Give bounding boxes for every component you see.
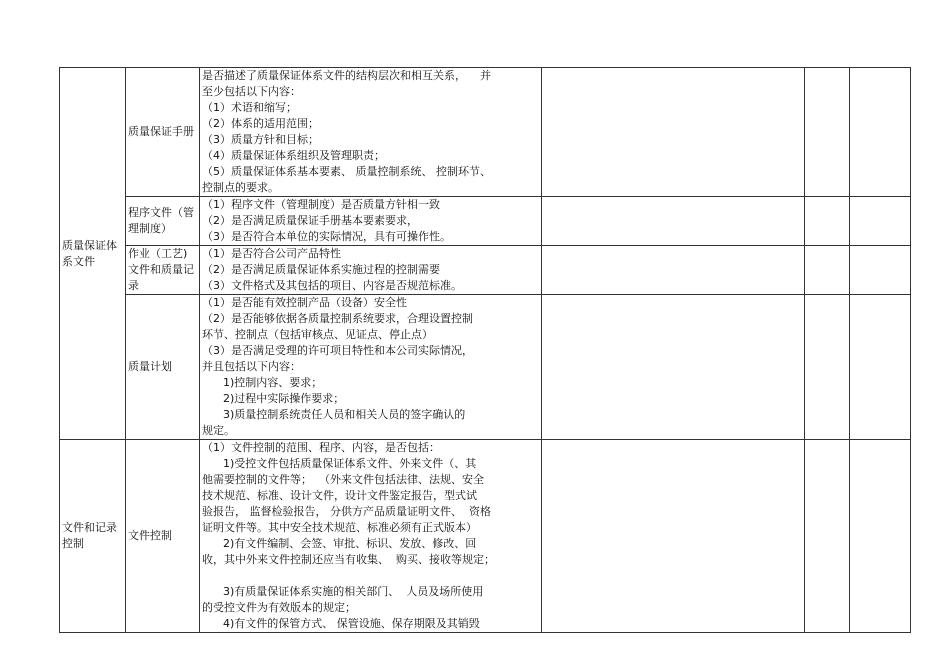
requirement-line: （1）是否符合公司产品特性: [202, 247, 341, 260]
score-cell: [805, 197, 850, 246]
score-cell: [805, 246, 850, 295]
requirement-line: （2）体系的适用范围；: [202, 117, 319, 130]
remark-cell: [850, 295, 911, 440]
requirement-line: 1)受控文件包括质量保证体系文件、外来文件（、其: [202, 457, 477, 470]
requirement-line: 环节、控制点（包括审核点、见证点、停止点）: [202, 328, 433, 341]
requirement-line: （1）文件控制的范围、程序、内容，是否包括：: [202, 441, 440, 454]
table-row: [60, 68, 911, 197]
score-cell: [805, 440, 850, 633]
table-row: [60, 197, 911, 246]
requirement-line: 技术规范、标准、设计文件，设计文件鉴定报告，型式试: [202, 489, 477, 502]
remark-cell: [850, 68, 911, 197]
requirement-line: 是否描述了质量保证体系文件的结构层次和相互关系， 并: [202, 69, 491, 82]
requirement-cell: [200, 197, 542, 246]
review-table: [59, 67, 911, 633]
requirement-line: 3)质量控制系统责任人员和相关人员的签字确认的: [202, 408, 466, 421]
requirement-cell: [200, 68, 542, 197]
result-cell: [542, 197, 805, 246]
requirement-line: 验报告， 监督检验报告， 分供方产品质量证明文件、 资格: [202, 505, 491, 518]
table-row: [60, 295, 911, 440]
requirement-cell: [200, 440, 542, 633]
requirement-line: [202, 568, 539, 584]
requirement-line: （2）是否满足质量保证手册基本要素要求，: [202, 214, 418, 227]
item-cell: 质量保证手册: [126, 68, 200, 197]
remark-cell: [850, 440, 911, 633]
remark-cell: [850, 197, 911, 246]
requirement-line: （4）质量保证体系组织及管理职责；: [202, 149, 385, 162]
table-row: [60, 440, 911, 633]
item-cell: 质量计划: [126, 295, 200, 440]
requirement-line: 3)有质量保证体系实施的相关部门、 人员及场所使用: [202, 585, 484, 598]
requirement-line: 4)有文件的保管方式、 保管设施、保存期限及其销毁: [202, 617, 480, 630]
requirement-line: 至少包括以下内容：: [202, 85, 301, 98]
requirement-line: （3）是否符合本单位的实际情况，具有可操作性。: [202, 230, 451, 243]
table-row: [60, 246, 911, 295]
requirement-line: 控制点的要求。: [202, 181, 279, 194]
requirement-line: 证明文件等。其中安全技术规范、标准必须有正式版本）: [202, 521, 477, 534]
category-cell: 质量保证体系文件: [60, 68, 126, 440]
requirement-line: 的受控文件为有效版本的规定；: [202, 601, 356, 614]
requirement-line: （1）程序文件（管理制度）是否质量方针相一致: [202, 198, 440, 211]
requirement-line: （3）是否满足受理的许可项目特性和本公司实际情况，: [202, 344, 473, 357]
requirement-line: 并且包括以下内容：: [202, 360, 301, 373]
requirement-line: （3）文件格式及其包括的项目、内容是否规范标准。: [202, 279, 462, 292]
requirement-line: 2)过程中实际操作要求；: [202, 392, 345, 405]
requirement-line: （2）是否满足质量保证体系实施过程的控制需要: [202, 263, 440, 276]
requirement-line: 收，其中外来文件控制还应当有收集、 购买、接收等规定；: [202, 553, 495, 566]
requirement-cell: [200, 295, 542, 440]
requirement-line: 他需要控制的文件等； （外来文件包括法律、法规、安全: [202, 473, 484, 486]
review-table-body: [60, 68, 911, 633]
requirement-line: 2)有文件编制、会签、审批、标识、发放、修改、回: [202, 537, 477, 550]
requirement-line: 规定。: [202, 424, 235, 437]
result-cell: [542, 295, 805, 440]
result-cell: [542, 440, 805, 633]
requirement-line: 1)控制内容、要求；: [202, 376, 323, 389]
result-cell: [542, 246, 805, 295]
score-cell: [805, 295, 850, 440]
remark-cell: [850, 246, 911, 295]
requirement-line: （5）质量保证体系基本要素、 质量控制系统、 控制环节、: [202, 165, 491, 178]
requirement-cell: [200, 246, 542, 295]
result-cell: [542, 68, 805, 197]
item-cell: 程序文件（管理制度）: [126, 197, 200, 246]
requirement-line: （1）术语和缩写；: [202, 101, 297, 114]
item-cell: 作业（工艺)文件和质量记录: [126, 246, 200, 295]
category-cell: 文件和记录控制: [60, 440, 126, 633]
requirement-line: （3）质量方针和目标；: [202, 133, 319, 146]
item-cell: 文件控制: [126, 440, 200, 633]
requirement-line: （2）是否能够依据各质量控制系统要求，合理设置控制: [202, 312, 473, 325]
requirement-line: （1）是否能有效控制产品（设备）安全性: [202, 296, 407, 309]
score-cell: [805, 68, 850, 197]
